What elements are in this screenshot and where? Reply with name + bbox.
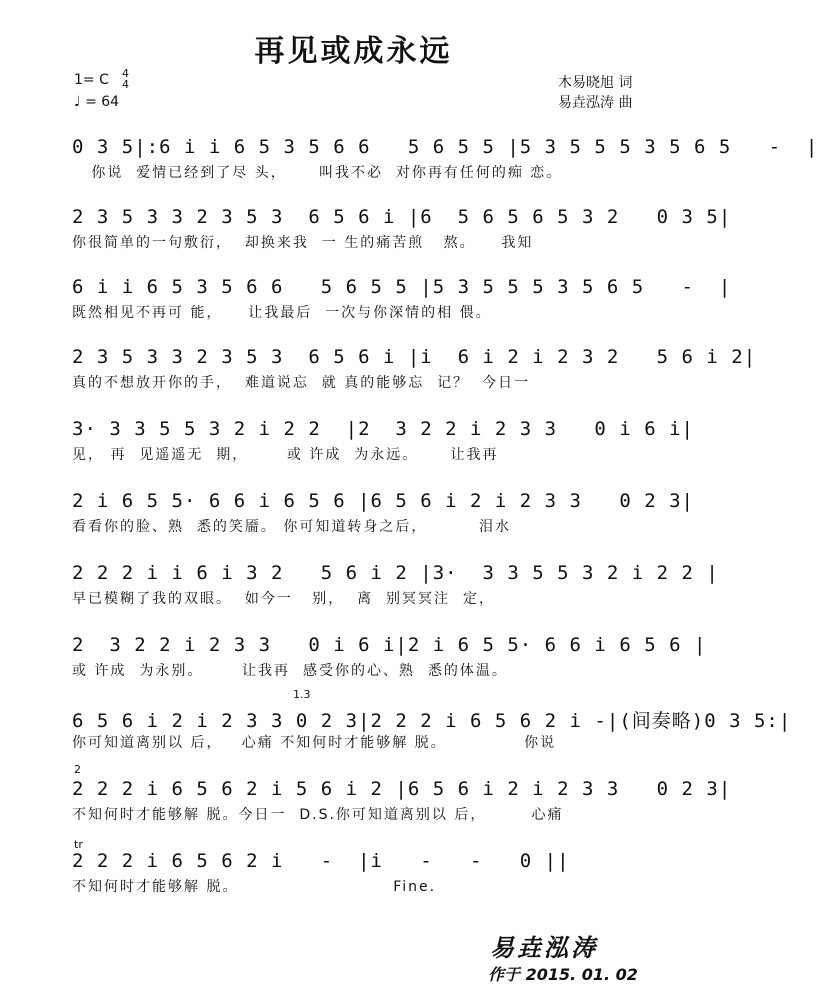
- notation-line: 2 3 5 3 3 2 3 5 3 6 5 6 i |6 5 6 5 6 5 3 2 0 3 5|: [72, 206, 732, 228]
- composer-credit: 易垚泓涛 曲: [558, 95, 633, 111]
- volta-ending-2: 2: [74, 763, 81, 776]
- notation-line: 6 i i 6 5 3 5 6 6 5 6 5 5 |5 3 5 5 5 3 5 6 5 - |: [72, 276, 732, 298]
- notation-line: 2 i 6 5 5· 6 6 i 6 5 6 |6 5 6 i 2 i 2 3 3 0 2 3|: [72, 490, 694, 512]
- notation-line: 3· 3 3 5 5 3 2 i 2 2 |2 3 2 2 i 2 3 3 0 i 6 i|: [72, 418, 694, 440]
- notation-line: 2 2 2 i 6 5 6 2 i - |i - - 0 ||: [72, 850, 570, 872]
- quarter-note-icon: ♩: [74, 94, 81, 110]
- key-signature: 1= C: [74, 72, 109, 88]
- trill-mark: tr: [74, 838, 83, 851]
- lyric-line: 早已模糊了我的双眼。 如今一 别， 离 别冥冥注 定，: [72, 591, 495, 607]
- notation-line: 2 2 2 i 6 5 6 2 i 5 6 i 2 |6 5 6 i 2 i 2 3 3 0 2 3|: [72, 778, 732, 800]
- lyric-line: 你说 爱情已经到了尽 头， 叫我不必 对你再有任何的痴 恋。: [72, 165, 563, 181]
- notation-line: 2 2 2 i i 6 i 3 2 5 6 i 2 |3· 3 3 5 5 3 2 i 2 2 |: [72, 562, 719, 584]
- lyricist-credit: 木易晓旭 词: [558, 75, 633, 91]
- notation-line: 0 3 5|:6 i i 6 5 3 5 6 6 5 6 5 5 |5 3 5 5 5 3 5 6 5 - |: [72, 136, 818, 158]
- composition-date: 作于 2015. 01. 02: [488, 965, 638, 984]
- lyric-line: 既然相见不再可 能， 让我最后 一次与你深情的相 偎。: [72, 305, 492, 321]
- signature: 易垚泓涛: [490, 933, 598, 962]
- lyric-line: 看看你的脸、熟 悉的笑靥。 你可知道转身之后， 泪水: [72, 519, 511, 535]
- notation-line: 2 3 5 3 3 2 3 5 3 6 5 6 i |i 6 i 2 i 2 3 2 5 6 i 2|: [72, 346, 757, 368]
- song-title: 再见或成永远: [254, 34, 453, 69]
- volta-ending-1: 1.3: [293, 688, 311, 701]
- lyric-line: 你可知道离别以 后， 心痛 不知何时才能够解 脱。 你说: [72, 735, 557, 751]
- lyric-line: 或 许成 为永别。 让我再 感受你的心、熟 悉的体温。: [72, 663, 508, 679]
- notation-line: 6 5 6 i 2 i 2 3 3 0 2 3|2 2 2 i 6 5 6 2 i -|(间奏略)0 3 5:|: [72, 710, 792, 732]
- lyric-line: 不知何时才能够解 脱。 Fine.: [72, 879, 437, 895]
- lyric-line: 真的不想放开你的手， 难道说忘 就 真的能够忘 记？ 今日一: [72, 375, 531, 391]
- time-signature: 4 4: [122, 67, 129, 91]
- notation-line: 2 3 2 2 i 2 3 3 0 i 6 i|2 i 6 5 5· 6 6 i 6 5 6 |: [72, 634, 707, 656]
- lyric-line: 你很简单的一句敷衍， 却换来我 一 生的痛苦煎 熬。 我知: [72, 235, 534, 251]
- lyric-line: 见， 再 见遥遥无 期， 或 许成 为永远。 让我再: [72, 447, 499, 463]
- lyric-line: 不知何时才能够解 脱。今日一 D.S.你可知道离别以 后， 心痛: [72, 807, 564, 823]
- tempo-marking: ♩ = 64: [74, 94, 120, 110]
